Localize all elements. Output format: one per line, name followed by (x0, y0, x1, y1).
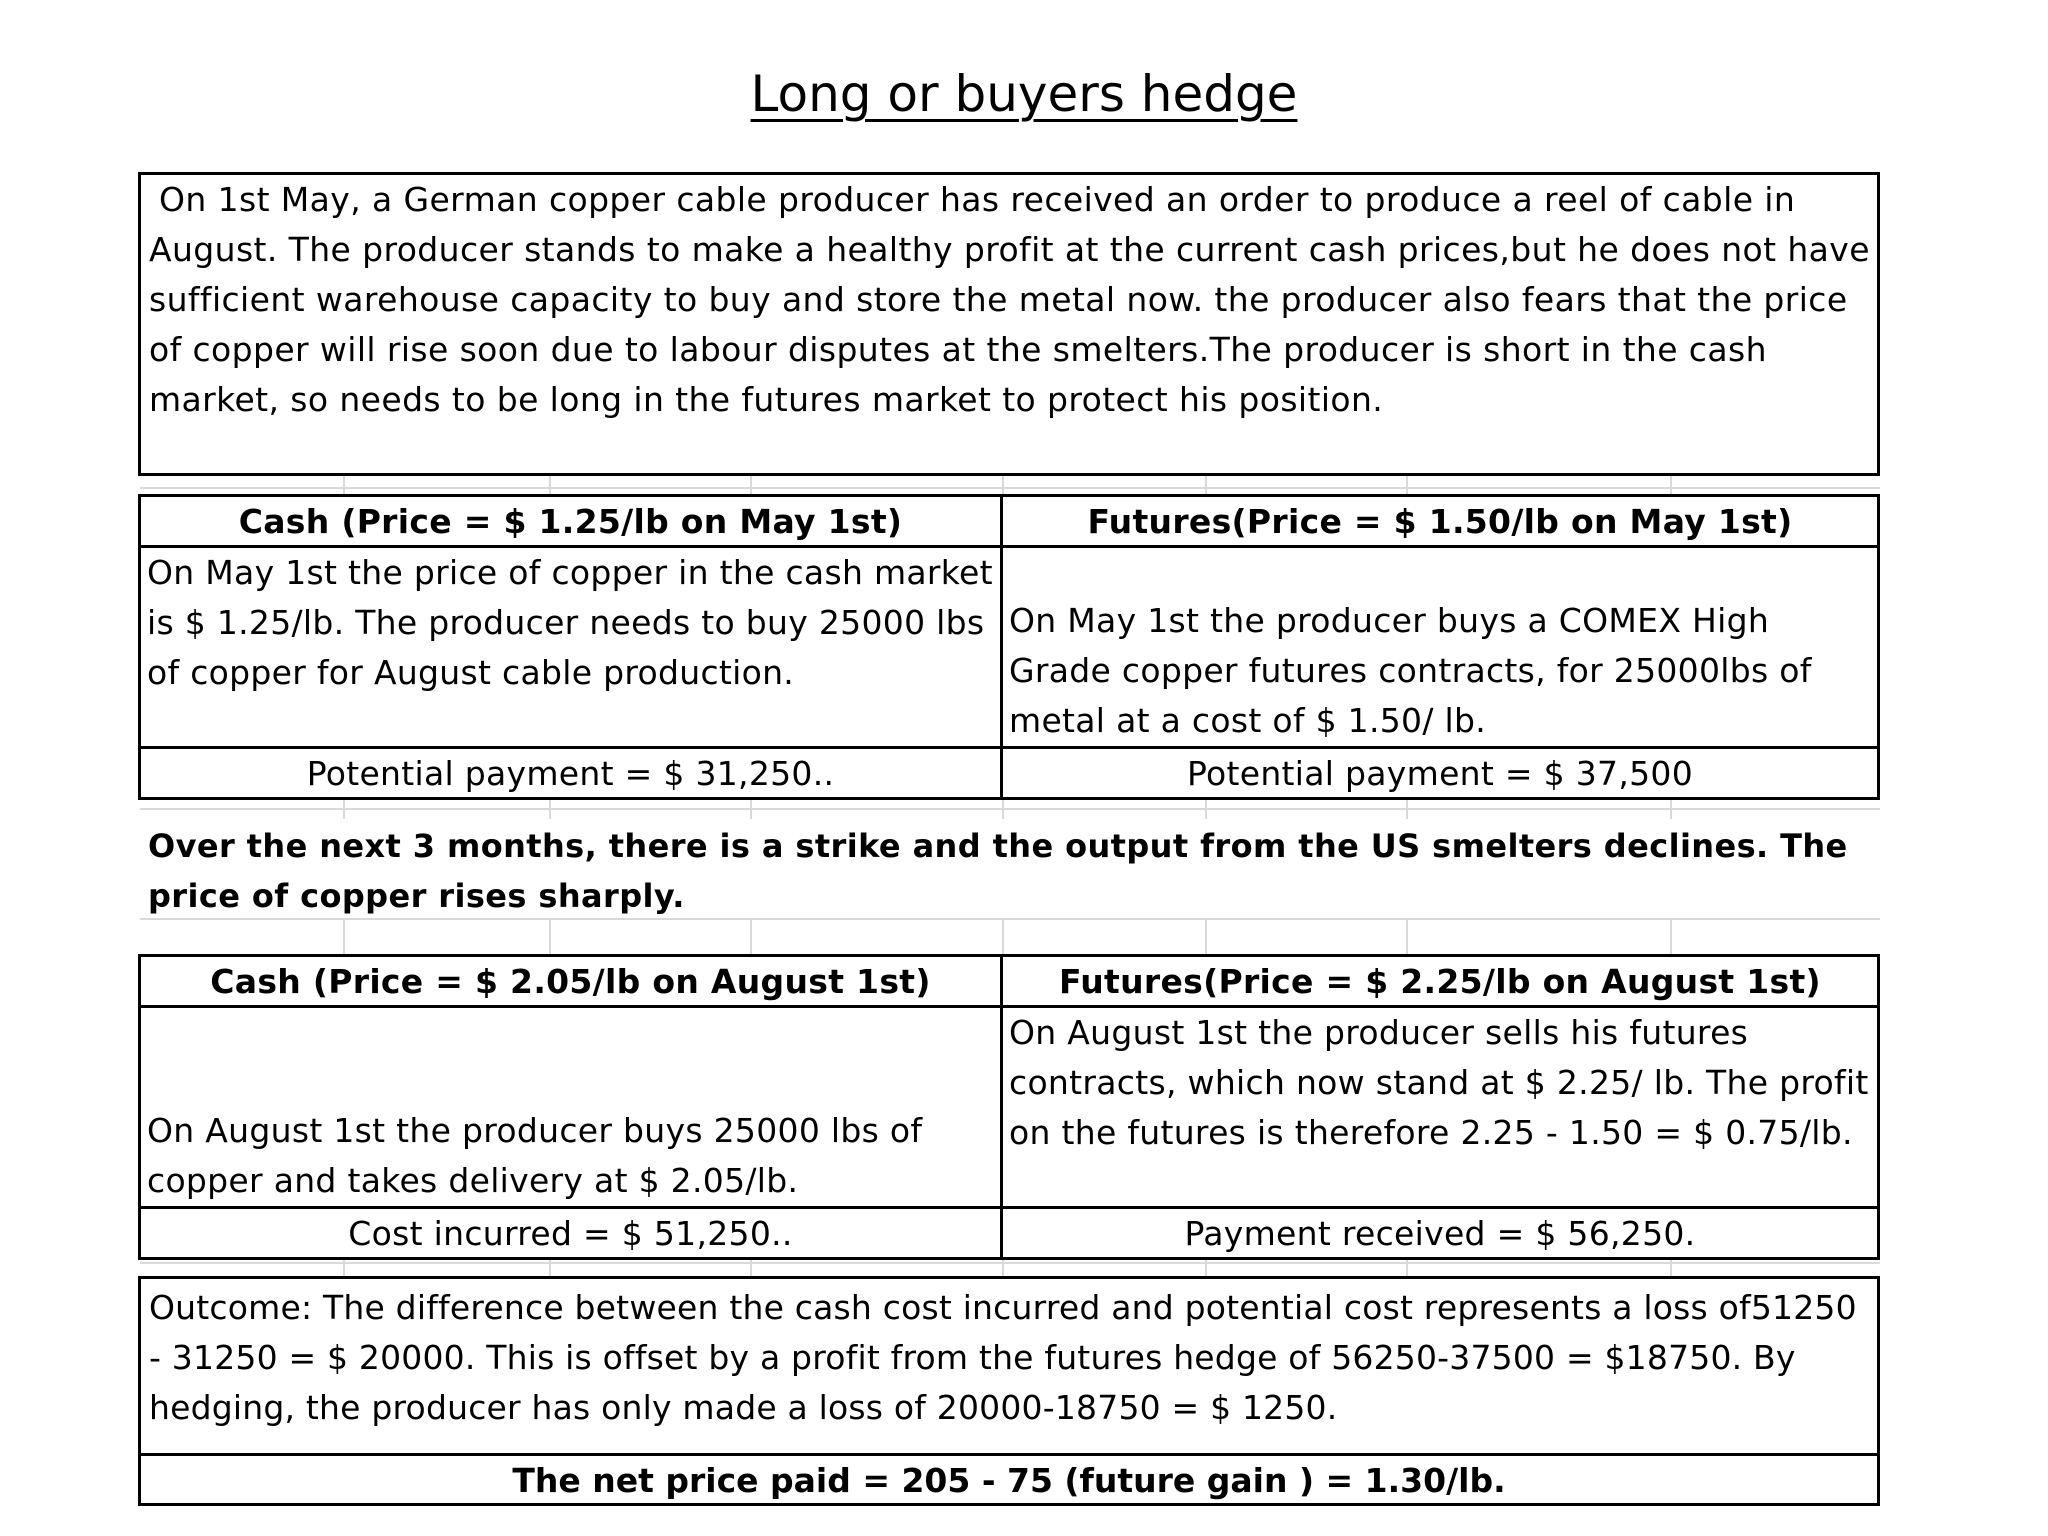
may-futures-header: Futures(Price = $ 1.50/lb on May 1st) (1000, 494, 1880, 548)
outcome-text: Outcome: The difference between the cash cost incurred and potential cost represents a loss of51250 - 31250 = $ 20000. This is offset by a profit from the futures hedge of 56250-37500 = $18750. By hedging, the producer has only made a loss of 20000-18750 = $ 1250. (149, 1288, 1857, 1427)
may-futures-text: On May 1st the producer buys a COMEX High Grade copper futures contracts, for 25000lbs of metal at a cost of $ 1.50/ lb. (1009, 601, 1812, 740)
august-cash-header: Cash (Price = $ 2.05/lb on August 1st) (138, 954, 1003, 1008)
may-futures-cell (1000, 545, 1880, 749)
august-futures-text: On August 1st the producer sells his futures contracts, which now stand at $ 2.25/ lb. The profit on the futures is therefore 2.25 - 1.50 = $ 0.75/lb. (1000, 1005, 1880, 1209)
may-futures-total: Potential payment = $ 37,500 (1000, 746, 1880, 800)
intro-text: On 1st May, a German copper cable producer has received an order to produce a reel of cable in August. The producer stands to make a healthy profit at the current cash prices,but he does not have sufficient warehouse capacity to buy and store the metal now. the producer also fears that the price of copper will rise soon due to labour disputes at the smelters.The producer is short in the cash market, so needs to be long in the futures market to protect his position. (149, 180, 1870, 419)
strike-note: Over the next 3 months, there is a strike and the output from the US smelters declines. The price of copper rises sharply. (148, 827, 1848, 915)
august-cash-cell (138, 1005, 1003, 1209)
may-cash-text: On May 1st the price of copper in the cash market is $ 1.25/lb. The producer needs to buy 25000 lbs of copper for August cable production. (138, 545, 1003, 749)
net-price-text: The net price paid = 205 - 75 (future gain ) = 1.30/lb. (512, 1461, 1506, 1500)
august-futures-header: Futures(Price = $ 2.25/lb on August 1st) (1000, 954, 1880, 1008)
august-cash-total: Cost incurred = $ 51,250.. (138, 1206, 1003, 1260)
may-cash-total: Potential payment = $ 31,250.. (138, 746, 1003, 800)
page-title: Long or buyers hedge (750, 65, 1298, 123)
net-price-divider (141, 1453, 1877, 1456)
august-futures-total: Payment received = $ 56,250. (1000, 1206, 1880, 1260)
outcome-box (138, 1276, 1880, 1506)
intro-box (138, 172, 1880, 476)
august-cash-text: On August 1st the producer buys 25000 lbs of copper and takes delivery at $ 2.05/lb. (147, 1111, 923, 1200)
may-cash-header: Cash (Price = $ 1.25/lb on May 1st) (138, 494, 1003, 548)
